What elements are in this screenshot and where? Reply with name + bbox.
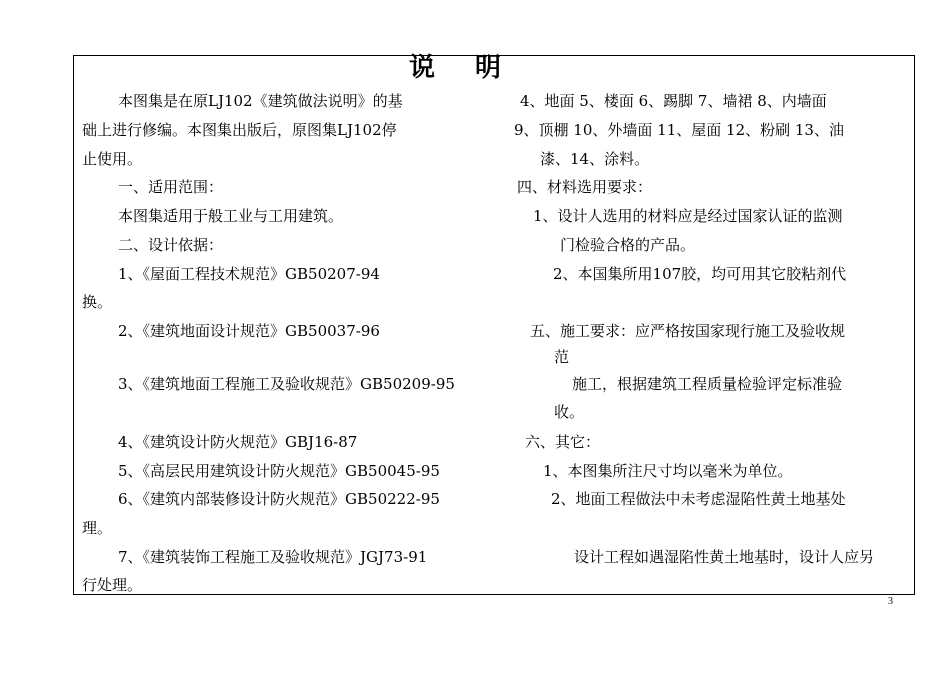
left-line-3: 止使用。 — [82, 150, 143, 168]
right-line-12: 六、其它： — [525, 433, 601, 451]
left-line-14: 理。 — [82, 519, 113, 537]
right-line-6: 门检验合格的产品。 — [560, 236, 696, 254]
left-line-7: 1、《屋面工程技术规范》GB50207-94 — [118, 265, 380, 283]
right-line-2: 9、顶棚 10、外墙面 11、屋面 12、粉刷 13、油 — [514, 121, 844, 139]
left-line-10: 3、《建筑地面工程施工及验收规范》GB50209-95 — [118, 375, 455, 393]
right-line-4: 四、材料选用要求： — [517, 178, 653, 196]
left-line-2: 础上进行修编。本图集出版后，原图集LJ102停 — [82, 121, 397, 139]
left-line-6: 二、设计依据： — [118, 236, 224, 254]
right-line-8: 五、施工要求：应严格按国家现行施工及验收规 — [530, 322, 846, 340]
left-line-16: 行处理。 — [82, 576, 143, 594]
right-line-1: 4、地面 5、楼面 6、踢脚 7、墙裙 8、内墙面 — [520, 92, 827, 110]
left-line-13: 6、《建筑内部装修设计防火规范》GB50222-95 — [118, 490, 440, 508]
right-line-9: 范 — [554, 348, 570, 366]
left-line-15: 7、《建筑装饰工程施工及验收规范》JGJ73-91 — [118, 548, 428, 566]
right-line-3: 漆、14、涂料。 — [540, 150, 650, 168]
right-line-5: 1、设计人选用的材料应是经过国家认证的监测 — [533, 207, 843, 225]
page-number: 3 — [888, 596, 893, 607]
page-title: 说明 — [408, 53, 541, 83]
right-line-10: 施工，根据建筑工程质量检验评定标准验 — [572, 375, 843, 393]
left-line-5: 本图集适用于般工业与工用建筑。 — [118, 207, 344, 225]
right-line-14: 2、地面工程做法中未考虑湿陷性黄土地基处 — [551, 490, 846, 508]
left-line-4: 一、适用范围： — [118, 178, 224, 196]
left-line-1: 本图集是在原LJ102《建筑做法说明》的基 — [118, 92, 403, 110]
right-line-15: 设计工程如遇湿陷性黄土地基时，设计人应另 — [574, 548, 875, 566]
right-line-11: 收。 — [554, 403, 585, 421]
left-line-9: 2、《建筑地面设计规范》GB50037-96 — [118, 322, 380, 340]
right-line-13: 1、本图集所注尺寸均以毫米为单位。 — [543, 462, 793, 480]
left-line-12: 5、《高层民用建筑设计防火规范》GB50045-95 — [118, 462, 440, 480]
left-line-8: 换。 — [82, 293, 113, 311]
left-line-11: 4、《建筑设计防火规范》GBJ16-87 — [118, 433, 358, 451]
right-line-7: 2、本国集所用107胶，均可用其它胶粘剂代 — [553, 265, 847, 283]
